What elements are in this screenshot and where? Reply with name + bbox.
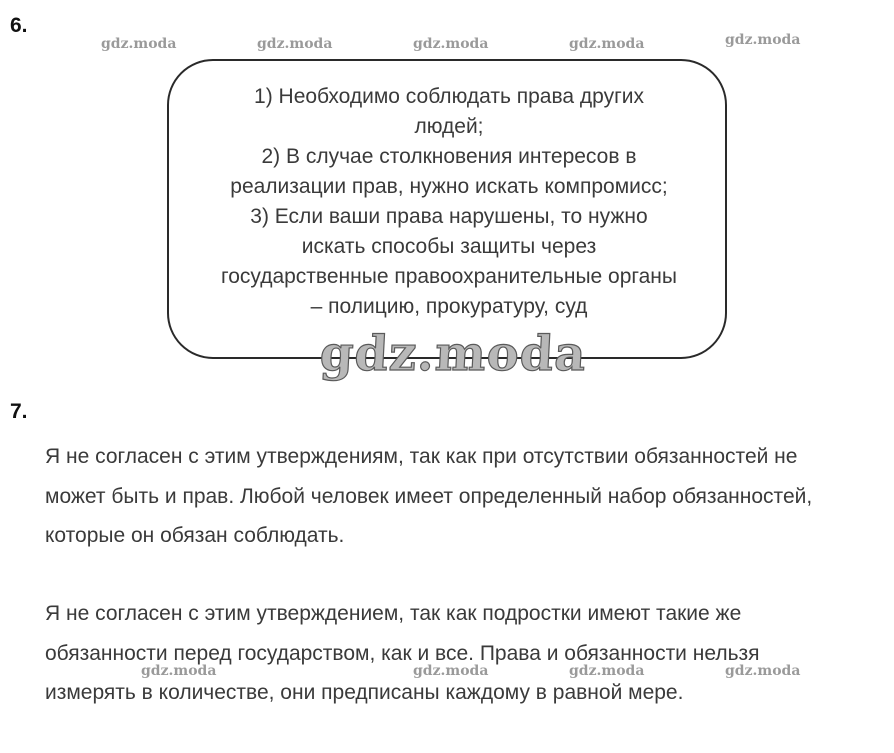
box-line-1: 1) Необходимо соблюдать права других [254,85,644,108]
section-6-number: 6. [10,14,28,37]
section-7-paragraph-1 [45,437,894,556]
paragraph-1-line-1: Я не согласен с этим утверждениям, так как при отсутствии обязанностей не [45,445,798,468]
watermark-large: gdz.moda [318,326,589,382]
watermark-bottom-2: gdz.moda [413,663,489,679]
watermark-bottom-4: gdz.moda [725,663,801,679]
box-line-2: людей; [414,115,484,138]
watermark-top-5: gdz.moda [725,32,801,48]
section-7-number: 7. [10,400,28,423]
paragraph-1-line-2: может быть и прав. Любой человек имеет определенный набор обязанностей, [45,484,813,508]
watermark-bottom-1: gdz.moda [141,663,217,679]
box-line-8: – полицию, прокуратуру, суд [310,295,588,318]
box-line-3: 2) В случае столкновения интересов в [261,145,637,168]
paragraph-2-line-2: обязанности перед государством, как и все. Права и обязанности нельзя [45,641,760,665]
answer-box-6-text [184,82,714,322]
box-line-5: 3) Если ваши права нарушены, то нужно [250,205,648,228]
section-7-paragraph-2 [45,594,894,713]
paragraph-1-line-3: которые он обязан соблюдать. [45,524,345,547]
watermark-top-4: gdz.moda [569,36,645,52]
box-line-7: государственные правоохранительные органы [221,265,677,288]
paragraph-2-line-1: Я не согласен с этим утверждением, так как подростки имеют такие же [45,602,742,625]
box-line-4: реализации прав, нужно искать компромисс; [230,175,668,198]
watermark-top-2: gdz.moda [257,36,333,52]
watermark-top-3: gdz.moda [413,36,489,52]
paragraph-2-line-3: измерять в количестве, они предписаны каждому в равной мере. [45,681,684,704]
box-line-6: искать способы защиты через [301,235,597,258]
watermark-bottom-3: gdz.moda [569,663,645,679]
watermark-top-1: gdz.moda [101,36,177,52]
